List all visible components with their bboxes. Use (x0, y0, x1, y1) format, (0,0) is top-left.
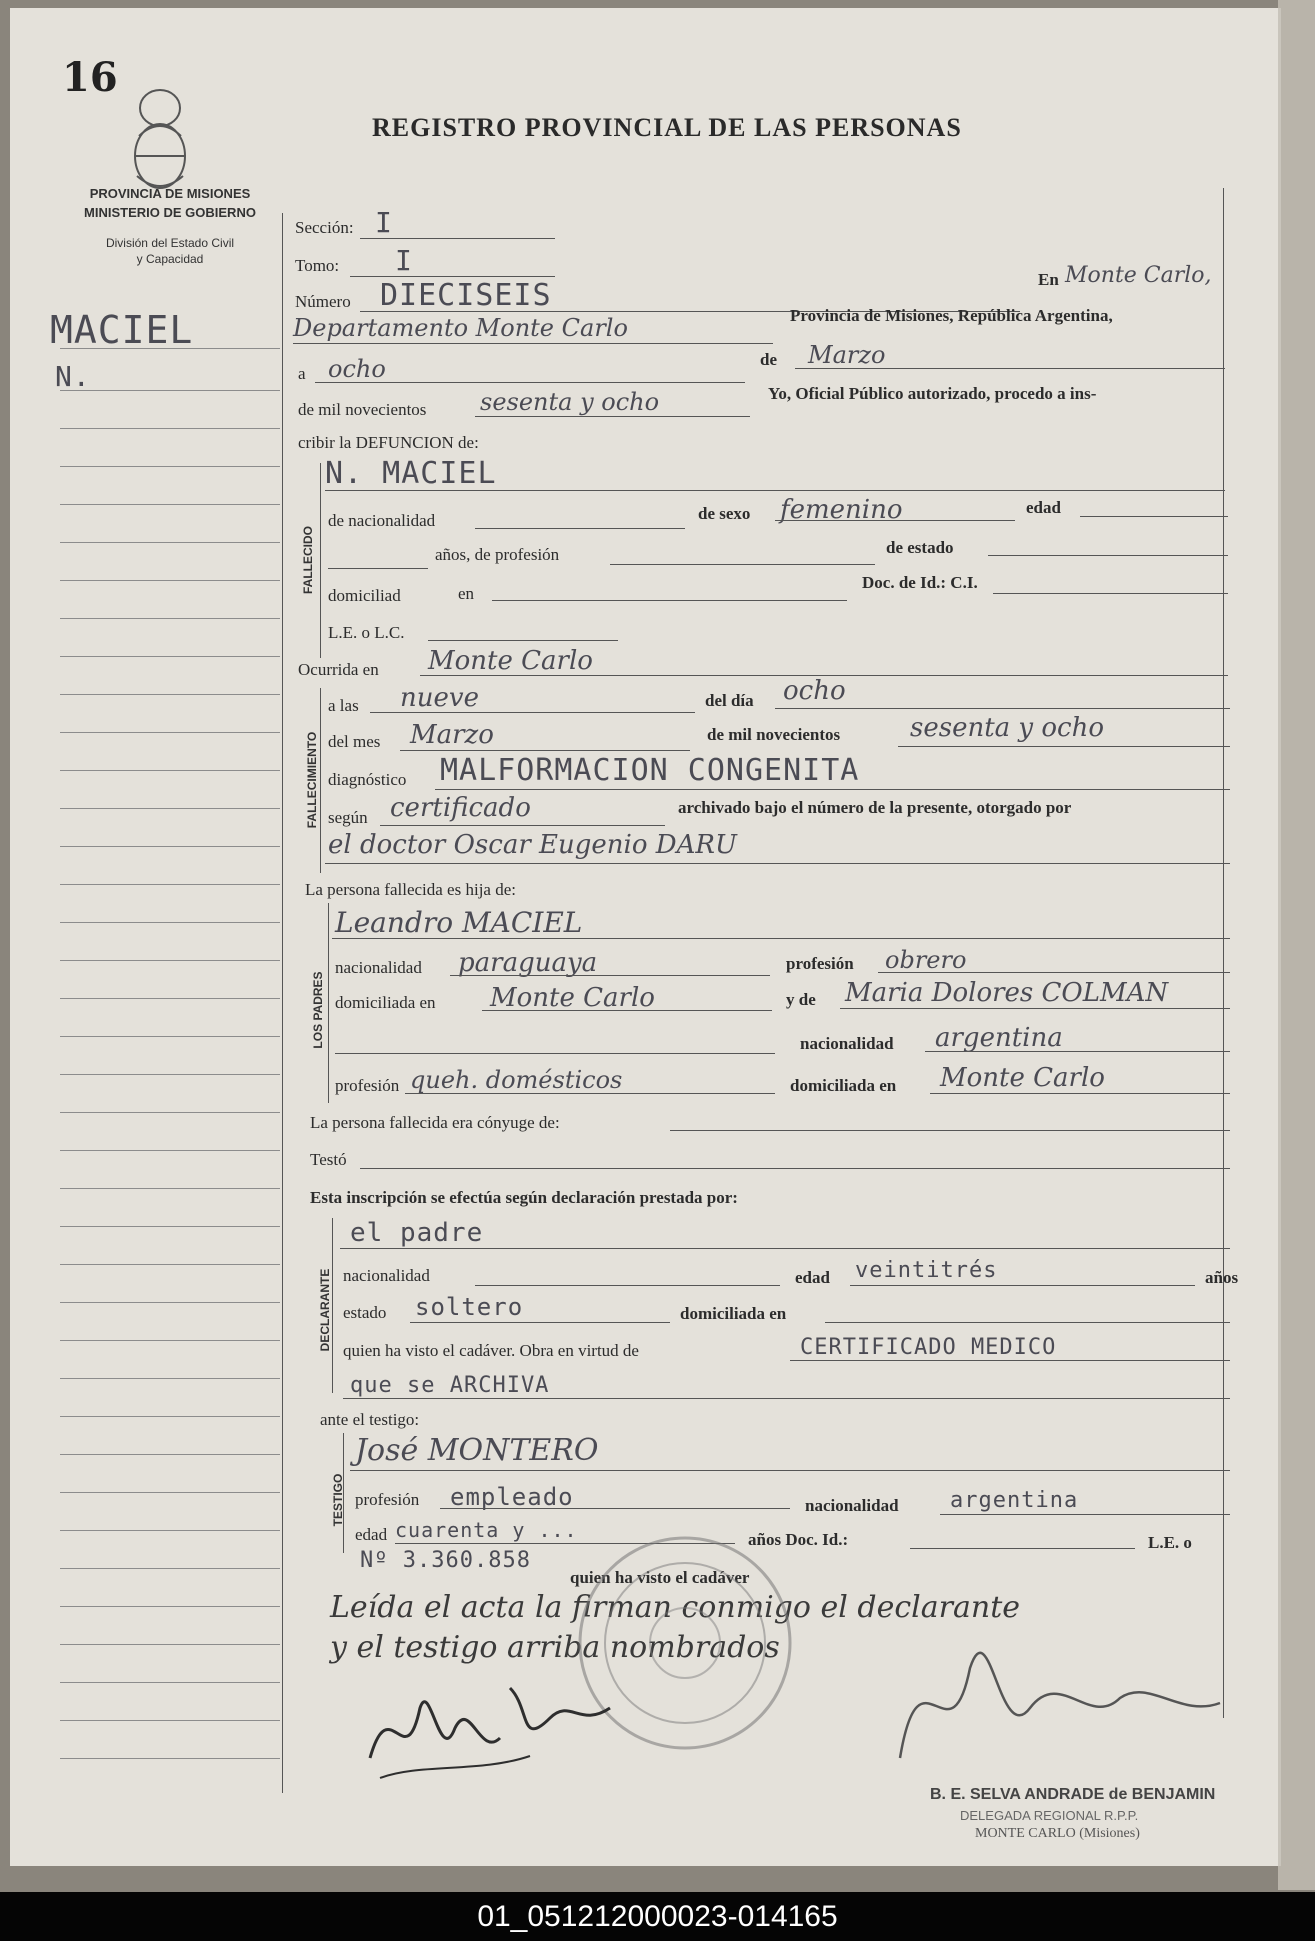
signature-oficial-icon (880, 1608, 1260, 1778)
label-del-dia: del día (705, 691, 754, 710)
label-tomo: Tomo: (295, 256, 340, 275)
value-doctor: el doctor Oscar Eugenio DARU (328, 830, 737, 860)
value-mes: Marzo (808, 341, 886, 369)
label-testo: Testó (310, 1150, 347, 1169)
value-testigo-edad: cuarenta y ... (395, 1518, 578, 1542)
value-tomo: I (395, 244, 413, 277)
coat-of-arms-icon (125, 86, 195, 196)
value-certificado: CERTIFICADO MEDICO (800, 1335, 1057, 1360)
label-anos-doc: años Doc. Id.: (748, 1530, 849, 1549)
label-inscripcion: Esta inscripción se efectúa según declaración prestada por: (310, 1188, 738, 1207)
signature-declarante-icon (360, 1668, 680, 1788)
label-padre-nacionalidad: nacionalidad (335, 958, 422, 977)
value-dia-2: ocho (783, 676, 846, 706)
value-testigo: José MONTERO (355, 1433, 599, 1468)
value-madre-profesion: queh. domésticos (410, 1066, 623, 1094)
label-padre-profesion: profesión (786, 954, 854, 973)
label-quien-visto: quien ha visto el cadáver. Obra en virtud de (343, 1341, 639, 1360)
label-madre-profesion: profesión (335, 1076, 400, 1095)
value-declarante-estado: soltero (415, 1293, 524, 1321)
value-seccion: I (375, 206, 393, 239)
section-padres: LOS PADRES (311, 971, 325, 1049)
label-anos-profesion: años, de profesión (435, 545, 560, 564)
value-padre-nacionalidad: paraguaya (458, 948, 598, 978)
label-a: a (298, 364, 306, 383)
label-y-de: y de (786, 990, 816, 1009)
value-declarante-edad: veintitrés (855, 1258, 998, 1283)
document-page (10, 8, 1281, 1866)
division-name-2: y Capacidad (136, 252, 204, 266)
label-le-lc: L.E. o L.C. (328, 623, 405, 642)
label-hija-de: La persona fallecida es hija de: (305, 880, 516, 899)
label-nacionalidad: de nacionalidad (328, 511, 436, 530)
value-dia: ocho (328, 355, 386, 383)
label-en-small: en (458, 584, 475, 603)
label-declarante-estado: estado (343, 1303, 387, 1322)
closing-line-1: Leída el acta la firman conmigo el declarante (330, 1590, 1021, 1625)
label-madre-domicilio: domiciliada en (790, 1076, 897, 1095)
label-inscribir: cribir la DEFUNCION de: (298, 433, 479, 452)
label-segun: según (328, 808, 368, 827)
signature-name: B. E. SELVA ANDRADE de BENJAMIN (930, 1786, 1216, 1803)
label-sexo: de sexo (698, 504, 751, 523)
value-fallecido-nombre: N. MACIEL (325, 456, 497, 491)
value-hora: nueve (400, 683, 479, 713)
value-testigo-doc: Nº 3.360.858 (360, 1548, 531, 1573)
label-a-las: a las (328, 696, 359, 715)
label-oficial: Yo, Oficial Público autorizado, procedo a ins- (768, 384, 1097, 403)
value-departamento: Departamento Monte Carlo (293, 314, 628, 342)
division-name: División del Estado Civil (105, 236, 235, 250)
value-segun: certificado (390, 793, 531, 823)
binder-spine (1278, 0, 1315, 1890)
page-number: 16 (62, 54, 118, 101)
label-edad: edad (1026, 498, 1061, 517)
value-padre: Leandro MACIEL (335, 906, 583, 939)
label-archivado: archivado bajo el número de la presente, otorgado por (678, 798, 1072, 817)
label-quien-visto-2: quien ha visto el cadáver (570, 1568, 750, 1587)
label-diagnostico: diagnóstico (328, 770, 407, 789)
label-en: En (1038, 270, 1059, 289)
signature-office: DELEGADA REGIONAL R.P.P. (960, 1808, 1139, 1823)
province-name: PROVINCIA DE MISIONES (89, 186, 251, 201)
value-declarante: el padre (350, 1218, 484, 1248)
section-declarante: DECLARANTE (318, 1268, 332, 1352)
label-de-mil: de mil novecientos (298, 400, 427, 419)
value-numero: DIECISEIS (380, 278, 552, 313)
section-fallecido: FALLECIDO (301, 526, 315, 594)
value-sexo: femenino (780, 495, 903, 525)
label-padre-domicilio: domiciliada en (335, 993, 436, 1012)
label-del-mes: del mes (328, 732, 381, 751)
label-testigo-nacionalidad: nacionalidad (805, 1496, 899, 1515)
value-madre: Maria Dolores COLMAN (845, 978, 1169, 1008)
label-declarante-edad: edad (795, 1268, 830, 1287)
label-domiciliad: domiciliad (328, 586, 401, 605)
label-declarante-nacionalidad: nacionalidad (343, 1266, 430, 1285)
value-ocurrida: Monte Carlo (428, 646, 593, 676)
page-title: REGISTRO PROVINCIAL DE LAS PERSONAS (372, 113, 962, 142)
value-anio: sesenta y ocho (480, 388, 660, 416)
label-anos: años (1205, 1268, 1239, 1287)
value-lugar: Monte Carlo, (1065, 263, 1212, 288)
label-estado: de estado (886, 538, 954, 557)
signature-place: MONTE CARLO (Misiones) (975, 1826, 1140, 1841)
footer-id: 01_051212000023-014165 (0, 1892, 1315, 1941)
label-le-o: L.E. o (1148, 1533, 1192, 1552)
label-numero: Número (295, 292, 351, 311)
ministry-name: MINISTERIO DE GOBIERNO (84, 205, 256, 220)
value-diagnostico: MALFORMACION CONGENITA (440, 753, 860, 788)
section-testigo: TESTIGO (331, 1473, 345, 1527)
value-anio-2: sesenta y ocho (910, 713, 1104, 743)
value-padre-domicilio: Monte Carlo (490, 983, 655, 1013)
value-archiva: que se ARCHIVA (350, 1373, 550, 1398)
value-testigo-nacionalidad: argentina (950, 1488, 1079, 1513)
value-madre-nacionalidad: argentina (935, 1023, 1063, 1053)
label-ante-testigo: ante el testigo: (320, 1410, 420, 1429)
label-ocurrida: Ocurrida en (298, 660, 379, 679)
margin-initial: N. (55, 360, 91, 393)
closing-line-2: y el testigo arriba nombrados (330, 1630, 780, 1665)
value-madre-domicilio: Monte Carlo (940, 1063, 1105, 1093)
section-fallecimiento: FALLECIMIENTO (305, 731, 319, 829)
value-padre-profesion: obrero (885, 946, 967, 974)
label-de: de (760, 350, 777, 369)
label-testigo-profesion: profesión (355, 1490, 420, 1509)
label-madre-nacionalidad: nacionalidad (800, 1034, 894, 1053)
label-conyuge: La persona fallecida era cónyuge de: (310, 1113, 560, 1132)
value-testigo-profesion: empleado (450, 1483, 574, 1511)
value-mes-2: Marzo (410, 720, 494, 750)
margin-surname: MACIEL (50, 308, 194, 352)
label-de-mil-2: de mil novecientos (707, 725, 841, 744)
label-doc-id: Doc. de Id.: C.I. (862, 573, 978, 592)
label-testigo-edad: edad (355, 1525, 388, 1544)
label-seccion: Sección: (295, 218, 354, 237)
label-declarante-domicilio: domiciliada en (680, 1304, 787, 1323)
label-provincia: Provincia de Misiones, República Argentina, (790, 306, 1113, 325)
